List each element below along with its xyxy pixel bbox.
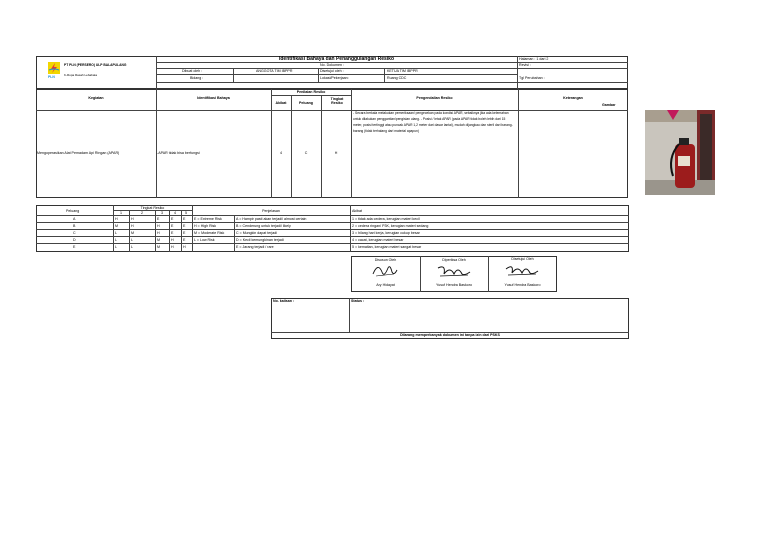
- signature-label: Disetujui Oleh: [511, 257, 534, 261]
- signature-mark: [504, 261, 540, 279]
- signature-mark: [436, 262, 472, 280]
- matrix-cell: L: [115, 230, 117, 235]
- matrix-cell: H: [157, 223, 160, 228]
- matrix-akibat-col-2: 2: [141, 211, 143, 215]
- revisi-label: Revisi :: [519, 63, 531, 67]
- bidang-label: Bidang :: [190, 76, 204, 80]
- matrix-cell: L: [115, 237, 117, 242]
- no-dokumen-label: No. Dokumen :: [320, 63, 344, 67]
- matrix-cell: H: [183, 244, 186, 249]
- signature-mark: [370, 262, 400, 280]
- matrix-akibat-col-4: 4: [174, 211, 176, 215]
- signer-name: Yusuf Hendra Baskoro: [436, 283, 472, 287]
- matrix-akibat-col-5: 5: [185, 211, 187, 215]
- matrix-row-peluang: E: [73, 244, 76, 249]
- row-akibat: 4: [280, 151, 282, 155]
- matrix-cell: H: [157, 230, 160, 235]
- col-peluang: Peluang: [299, 101, 313, 105]
- page-title: Identifikasi Bahaya dan Penanggulangan Resiko: [278, 56, 395, 62]
- dibuat-value: ANGGOTA TIM IBPPR: [256, 69, 293, 73]
- matrix-cell: E: [183, 230, 186, 235]
- matrix-row-peluang: A: [73, 216, 76, 221]
- matrix-cell: E: [171, 216, 174, 221]
- matrix-cell: M: [157, 244, 160, 249]
- penjelasan-item: B = Cenderung untuk terjadi/ likely: [236, 223, 291, 228]
- matrix-cell: E: [183, 237, 186, 242]
- matrix-cell: E: [157, 216, 160, 221]
- penjelasan-item: E = Jarang terjadi / rare: [236, 244, 274, 249]
- akibat-item: 5 = kematian, kerugian materi sangat besar: [352, 244, 422, 249]
- matrix-cell: M: [131, 230, 134, 235]
- penjelasan-item: A = Hampir pasti akan terjadi/ almost certain: [236, 216, 307, 221]
- matrix-cell: M: [115, 223, 118, 228]
- row-kegiatan: Mengoperasikan Alat Pemadam Api Ringan (APAR): [37, 151, 120, 155]
- col-tingkat: Tingkat Resiko: [330, 97, 344, 106]
- risk-legend-item: H = High Risk: [194, 223, 217, 228]
- risk-legend-item: L = Low Risk: [194, 237, 215, 242]
- matrix-cell: E: [171, 230, 174, 235]
- no-kaiisan-label: No. kaiisan :: [273, 299, 295, 303]
- signer-name: Ary Hidayat: [376, 283, 395, 287]
- footer-note: Dilarang memperbanyak dokumen ini tanpa izin dari PSKS: [400, 333, 500, 337]
- matrix-cell: E: [171, 223, 174, 228]
- company-tagline: K-Rupa Rasah Lebabata: [64, 73, 98, 77]
- status-label: Status :: [351, 299, 365, 303]
- signature-label: Diperiksa Oleh: [442, 258, 466, 262]
- tgl-perubahan-label: Tgl Perubahan :: [519, 76, 545, 80]
- col-gambar: Gambar: [602, 103, 616, 107]
- matrix-cell: H: [115, 216, 118, 221]
- akibat-item: 1 = tidak ada cedera, kerugian materi kecil: [352, 216, 420, 221]
- col-pengendalian: Pengendalian Resiko: [416, 96, 453, 100]
- lokasi-label: Lokasi/Pekerjaan:: [320, 76, 349, 80]
- col-identifikasi: Identifikasi Bahaya: [197, 96, 230, 100]
- matrix-cell: H: [171, 244, 174, 249]
- matrix-cell: L: [131, 244, 133, 249]
- matrix-cell: L: [115, 244, 117, 249]
- matrix-akibat-label: Akibat: [352, 209, 362, 213]
- lokasi-value: Ruang CDC: [387, 76, 407, 80]
- matrix-akibat-col-1: 1: [120, 211, 122, 215]
- akibat-item: 3 = hilang hari kerja, kerugian cukup besar: [352, 230, 420, 235]
- disetujui-label: Disetujui oleh :: [320, 69, 344, 73]
- company-name: PT PLN (PERSERO) ULP BALAPULANG: [64, 63, 127, 67]
- matrix-cell: H: [131, 216, 134, 221]
- row-tingkat: H: [334, 151, 338, 155]
- signature-label: Disusun Oleh: [374, 258, 397, 262]
- risk-legend-item: M = Moderate Risk: [194, 230, 225, 235]
- logo-text: PLN: [48, 75, 55, 79]
- matrix-akibat-col-3: 3: [161, 211, 163, 215]
- col-penilaian: Penilaian Resiko: [296, 90, 326, 94]
- row-identifikasi: -APAR tidak bisa berfungsi: [157, 151, 200, 155]
- akibat-item: 4 = cacat, kerugian materi besar: [352, 237, 404, 242]
- matrix-row-peluang: C: [73, 230, 76, 235]
- penjelasan-item: C = Mungkin dapat terjadi: [236, 230, 278, 235]
- matrix-cell: E: [183, 223, 186, 228]
- col-kegiatan: Kegiatan: [88, 96, 104, 100]
- col-akibat: Akibat: [275, 101, 287, 105]
- row-peluang: C: [304, 151, 308, 155]
- matrix-tingkat-label: Tingkat Resiko: [140, 206, 165, 210]
- risk-legend-item: E = Extreme Risk: [194, 216, 222, 221]
- row-pengendalian: - Secara berkala melakukan pemeriksaan/ pengecekan pada kondisi APAR, sebaiknya jika ada kelemahan untuk dilakukan penggantian/pengisian ulang. - Posisi / letak APAR (pada APAR tidak boleh lebih dari 15 meter, posisi tertinggi atau puncak APAR 1,2 meter dari dasar lantai), mudah dijangkau dan steril dari barang- barang (tidak terhalang dari material apapun): [353, 111, 513, 133]
- matrix-cell: M: [157, 237, 160, 242]
- disetujui-value: KETUA TIM IBPPR: [387, 69, 418, 73]
- matrix-row-peluang: B: [73, 223, 76, 228]
- penjelasan-item: D = Kecil kemungkinan terjadi: [236, 237, 284, 242]
- matrix-cell: E: [183, 216, 186, 221]
- matrix-cell: L: [131, 237, 133, 242]
- matrix-cell: H: [171, 237, 174, 242]
- matrix-cell: H: [131, 223, 134, 228]
- signer-name: Yusuf Hendra Baskoro: [504, 283, 541, 287]
- fire-extinguisher-photo: [645, 110, 715, 195]
- halaman-label: Halaman : 1 dari 2: [519, 57, 549, 61]
- matrix-row-peluang: D: [73, 237, 76, 242]
- matrix-penjelasan-label: Penjelasan: [262, 209, 280, 213]
- dibuat-label: Dibuat oleh :: [182, 69, 203, 73]
- matrix-peluang-label: Peluang: [66, 209, 80, 213]
- akibat-item: 2 = cedera ringan/ P3K, kerugian materi sedang: [352, 223, 429, 228]
- col-keterangan: Keterangan: [563, 96, 583, 100]
